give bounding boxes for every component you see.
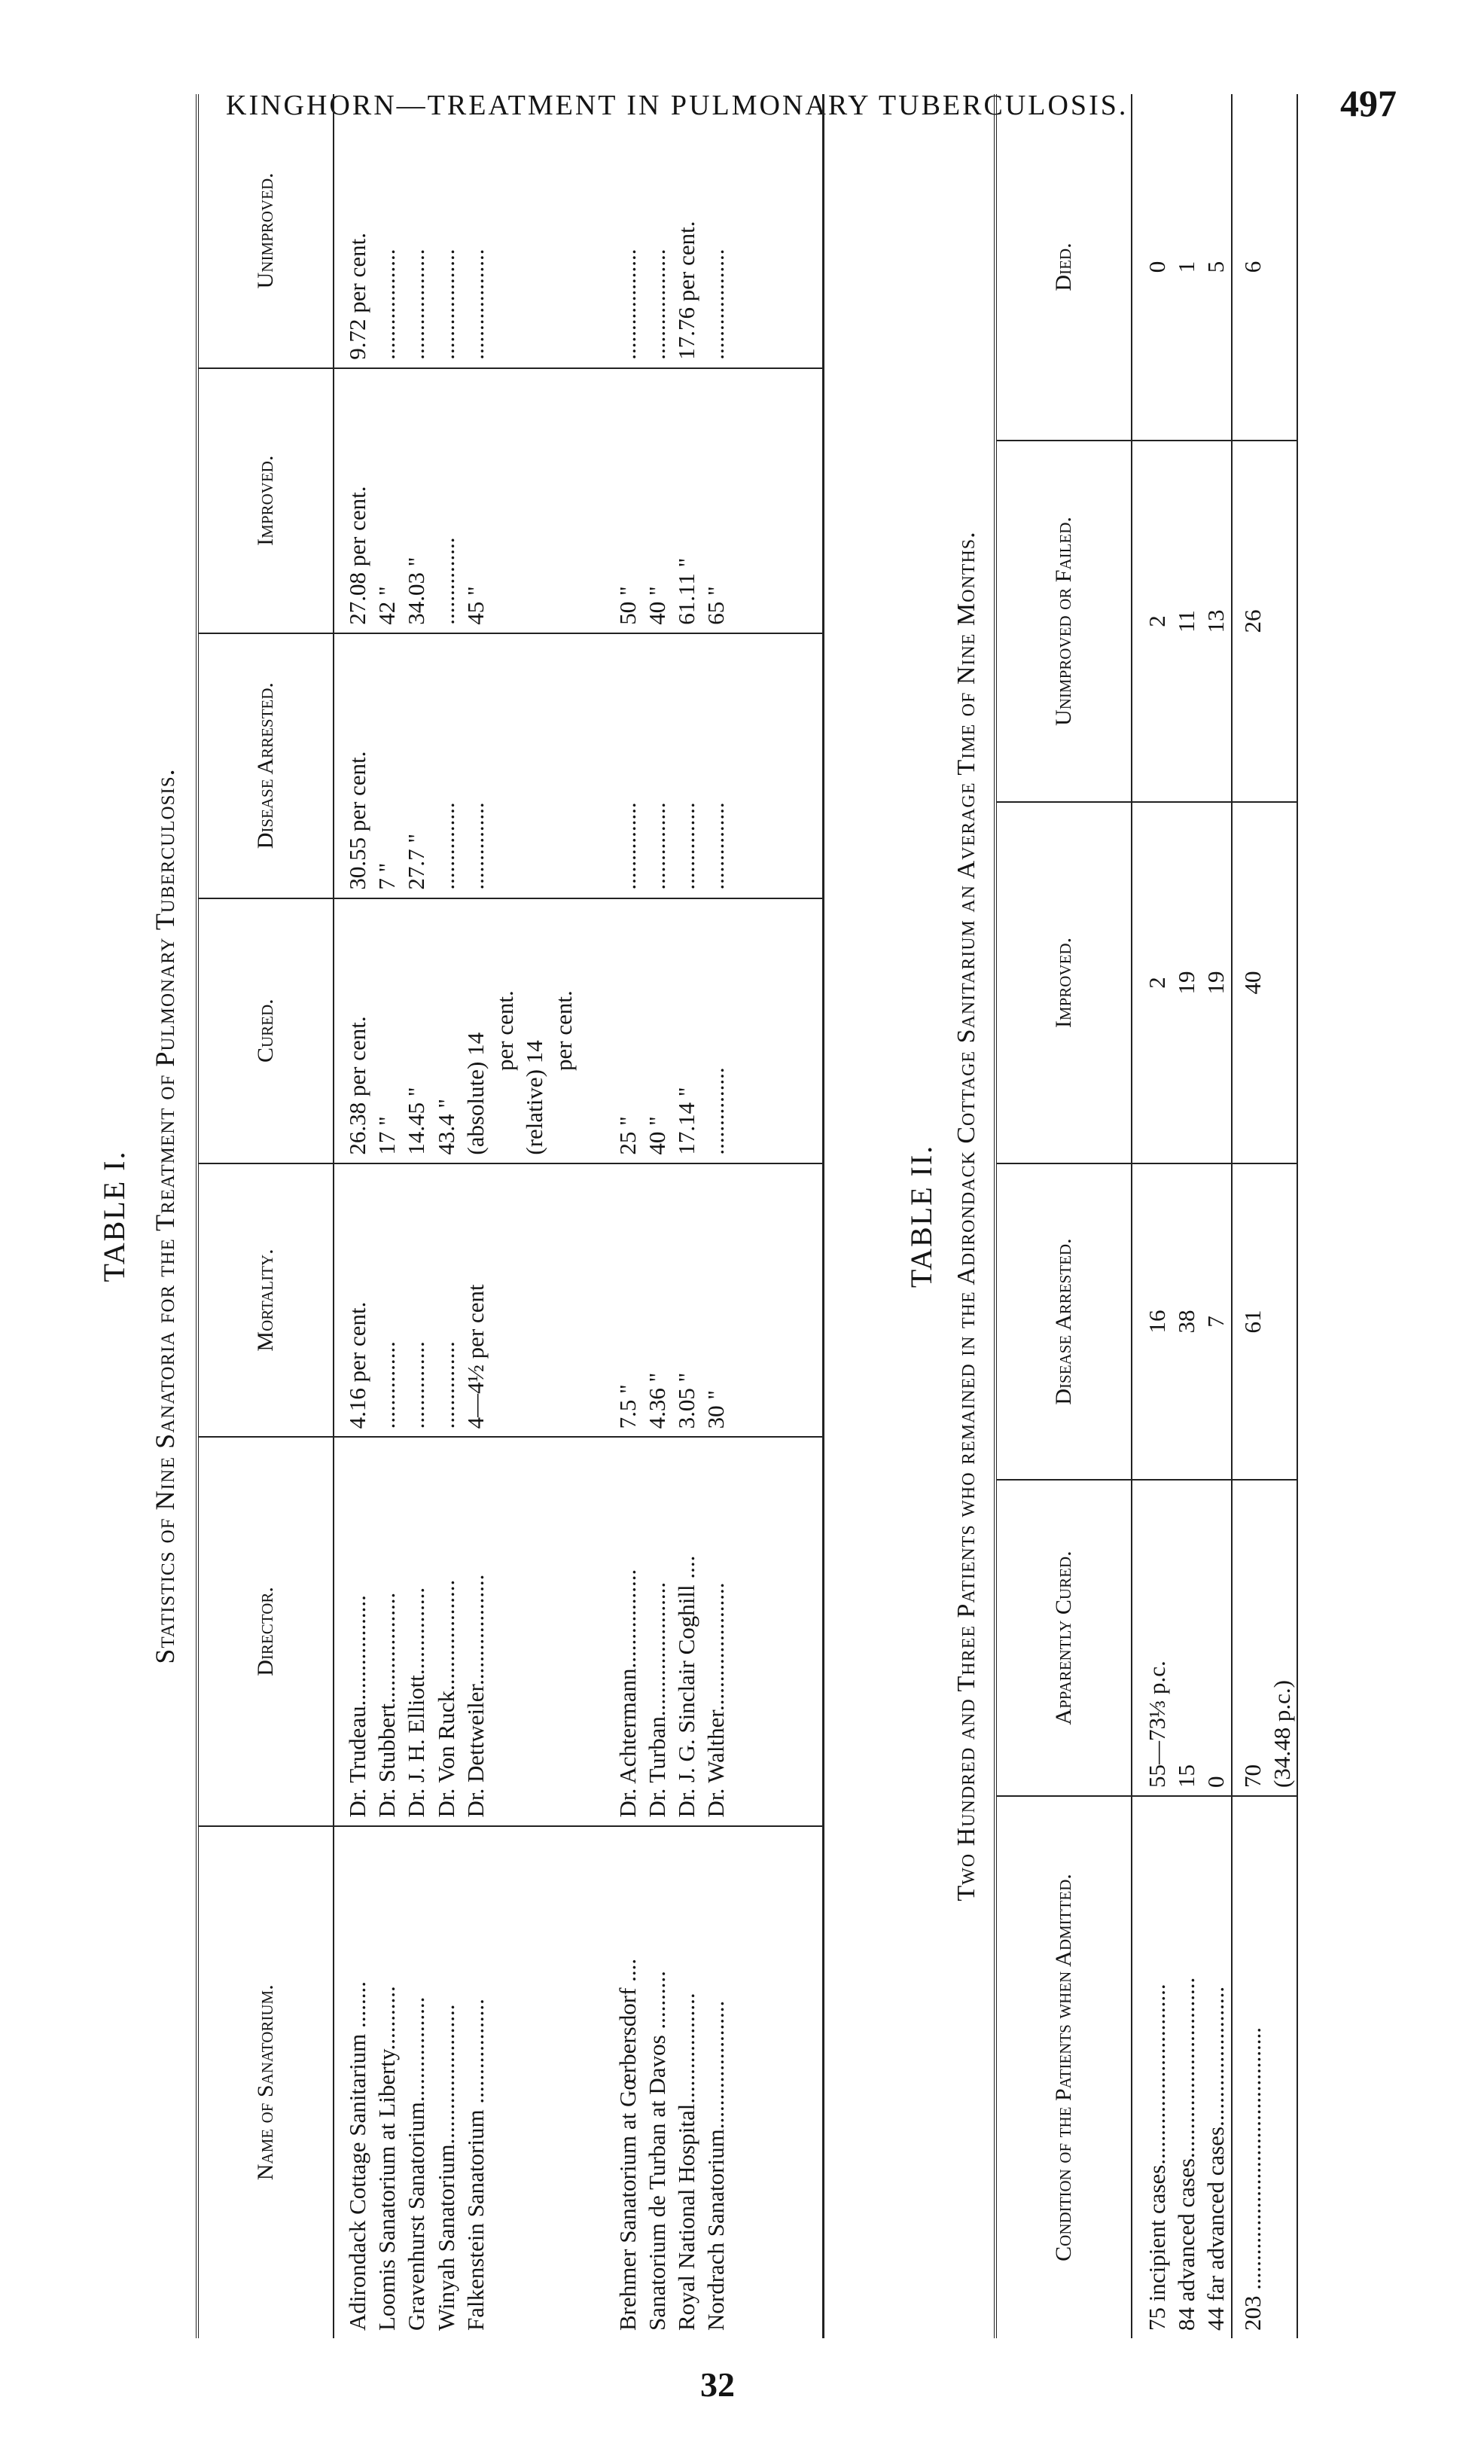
table-cell: 30.55 per cent. bbox=[334, 633, 372, 898]
table-cell bbox=[490, 633, 520, 898]
table-cell: ............... bbox=[431, 368, 461, 633]
table-cell: ............... bbox=[701, 633, 730, 898]
table-cell: 3.05 " bbox=[672, 1163, 701, 1438]
page-number: 497 bbox=[1340, 82, 1397, 124]
table-cell: (34.48 p.c.) bbox=[1267, 1480, 1297, 1796]
table-cell: Dr. Von Ruck................... bbox=[431, 1437, 461, 1825]
table-cell: Loomis Sanatorium at Liberty........... bbox=[373, 1986, 401, 2331]
table-cell: 38 bbox=[1172, 1163, 1201, 1480]
table-row bbox=[334, 94, 372, 2338]
table-cell bbox=[549, 1826, 578, 2338]
table-cell: ................... bbox=[372, 94, 401, 368]
table-cell: 27.08 per cent. bbox=[334, 368, 372, 633]
table1-header: Director. bbox=[197, 1437, 334, 1825]
table1-header: Mortality. bbox=[197, 1163, 334, 1438]
table-cell: 40 " bbox=[642, 898, 672, 1163]
table-cell bbox=[520, 633, 549, 898]
table-row bbox=[372, 94, 401, 2338]
table1 bbox=[196, 94, 824, 2338]
table-row bbox=[579, 94, 642, 2338]
table-cell bbox=[549, 1437, 578, 1825]
table-cell: (relative) 14 bbox=[520, 898, 549, 1163]
table-cell: ................... bbox=[461, 94, 490, 368]
table-cell: 4.36 " bbox=[642, 1163, 672, 1438]
table-cell: ............... bbox=[401, 1163, 431, 1438]
table-cell: Falkenstein Sanatorium .................. bbox=[462, 1999, 489, 2331]
table-cell: Sanatorium de Turban at Davos .......... bbox=[643, 1971, 670, 2331]
table-cell: 4—4½ per cent bbox=[461, 1163, 490, 1438]
table-cell: 55—73⅓ p.c. bbox=[1132, 1480, 1172, 1796]
table-cell: ............... bbox=[431, 1163, 461, 1438]
table-cell: Dr. Stubbert................... bbox=[372, 1437, 401, 1825]
table-cell: 84 advanced cases............................... bbox=[1173, 1977, 1200, 2331]
table-cell: 0 bbox=[1201, 1480, 1231, 1796]
table-cell: ............... bbox=[701, 898, 730, 1163]
table-cell: 40 " bbox=[642, 368, 672, 633]
table-cell: Dr. Achtermann................. bbox=[579, 1437, 642, 1825]
table-cell: ............... bbox=[579, 633, 642, 898]
table-cell: 16 bbox=[1132, 1163, 1172, 1480]
table1-title: Statistics of Nine Sanatoria for the Treatment of Pulmonary Tuberculosis. bbox=[150, 768, 180, 1664]
table2-header: Apparently Cured. bbox=[995, 1480, 1132, 1796]
table2-header: Condition of the Patients when Admitted. bbox=[995, 1796, 1132, 2338]
table-cell: 50 " bbox=[579, 368, 642, 633]
table-row bbox=[1132, 94, 1172, 2338]
table-cell: Royal National Hospital................... bbox=[672, 1993, 699, 2331]
table-cell: ................... bbox=[401, 94, 431, 368]
table-row bbox=[490, 94, 520, 2338]
table2-header: Improved. bbox=[995, 802, 1132, 1163]
table-cell: 26 bbox=[1232, 441, 1267, 802]
table-cell: Dr. Walther...................... bbox=[701, 1437, 730, 1825]
table-cell: per cent. bbox=[490, 898, 520, 1163]
table-row bbox=[549, 94, 578, 2338]
table-cell: 17.14 " bbox=[672, 898, 701, 1163]
table-cell: 61.11 " bbox=[672, 368, 701, 633]
table2-title: Two Hundred and Three Patients who remained in the Adirondack Cottage Sanitarium an Average Time of Nine Months. bbox=[952, 531, 980, 1901]
table1-header: Improved. bbox=[197, 368, 334, 633]
table-cell: Dr. Trudeau................... bbox=[334, 1437, 372, 1825]
table-cell: 9.72 per cent. bbox=[334, 94, 372, 368]
table-cell: ................... bbox=[642, 94, 672, 368]
table-cell: 40 bbox=[1232, 802, 1267, 1163]
table-cell: Nordrach Sanatorium...................... bbox=[702, 2000, 730, 2331]
table-cell bbox=[549, 368, 578, 633]
table-cell: 30 " bbox=[701, 1163, 730, 1438]
table-cell bbox=[549, 633, 578, 898]
table-row bbox=[1267, 94, 1297, 2338]
table2-caption: TABLE II. bbox=[904, 1144, 938, 1288]
table1-header: Unimproved. bbox=[197, 94, 334, 368]
table-cell: ............... bbox=[431, 633, 461, 898]
table-cell: 65 " bbox=[701, 368, 730, 633]
table-cell: 203 ............................................. bbox=[1232, 1796, 1267, 2338]
table-row bbox=[431, 94, 461, 2338]
table-cell: 2 bbox=[1132, 441, 1172, 802]
table-row bbox=[461, 94, 490, 2338]
table-cell: 15 bbox=[1172, 1480, 1201, 1796]
table-cell: Gravenhurst Sanatorium.................. bbox=[403, 1996, 430, 2331]
table-cell: 7.5 " bbox=[579, 1163, 642, 1438]
table-row bbox=[520, 94, 549, 2338]
table-row bbox=[642, 94, 672, 2338]
table-row bbox=[1201, 94, 1231, 2338]
table-cell: Dr. Dettweiler................... bbox=[461, 1437, 490, 1825]
table-cell: 5 bbox=[1201, 94, 1231, 441]
table-row bbox=[701, 94, 730, 2338]
table-cell: Dr. J. H. Elliott............... bbox=[401, 1437, 431, 1825]
table-cell: (absolute) 14 bbox=[461, 898, 490, 1163]
table1-caption: TABLE I. bbox=[97, 1150, 131, 1282]
table-cell: per cent. bbox=[549, 898, 578, 1163]
table-cell: 11 bbox=[1172, 441, 1201, 802]
table-cell: 14.45 " bbox=[401, 898, 431, 1163]
table2-header: Disease Arrested. bbox=[995, 1163, 1132, 1480]
table-cell bbox=[520, 1826, 549, 2338]
table-cell: ............... bbox=[461, 633, 490, 898]
table1-header: Cured. bbox=[197, 898, 334, 1163]
rotated-tables bbox=[90, 94, 1370, 2338]
table-cell bbox=[490, 1826, 520, 2338]
running-header: KINGHORN—TREATMENT IN PULMONARY TUBERCULOSIS. bbox=[226, 90, 1129, 121]
table1-header: Name of Sanatorium. bbox=[197, 1826, 334, 2338]
table-row bbox=[1172, 94, 1201, 2338]
table-cell bbox=[490, 368, 520, 633]
table-cell: 6 bbox=[1232, 94, 1267, 441]
footer-number: 32 bbox=[700, 2365, 735, 2404]
table-cell: ............... bbox=[372, 1163, 401, 1438]
table-cell: ................... bbox=[431, 94, 461, 368]
table2-header-row bbox=[995, 94, 1132, 2338]
table-cell bbox=[520, 94, 549, 368]
table-cell: 0 bbox=[1132, 94, 1172, 441]
table-cell: 1 bbox=[1172, 94, 1201, 441]
table-cell bbox=[520, 1437, 549, 1825]
table-cell: 27.7 " bbox=[401, 633, 431, 898]
table-cell: 25 " bbox=[579, 898, 642, 1163]
table-total-row bbox=[1232, 94, 1267, 2338]
table-cell: 2 bbox=[1132, 802, 1172, 1163]
table2-header: Died. bbox=[995, 94, 1132, 441]
table-row bbox=[672, 94, 701, 2338]
table-cell bbox=[520, 1163, 549, 1438]
table-cell: 19 bbox=[1172, 802, 1201, 1163]
table-cell: Dr. J. G. Sinclair Coghill .... bbox=[672, 1437, 701, 1825]
table-cell: Dr. Turban....................... bbox=[642, 1437, 672, 1825]
table-spacer-row bbox=[730, 94, 824, 2338]
table-cell: 34.03 " bbox=[401, 368, 431, 633]
table-cell: 26.38 per cent. bbox=[334, 898, 372, 1163]
table1-header-row bbox=[197, 94, 334, 2338]
table2 bbox=[994, 94, 1298, 2338]
table-cell bbox=[549, 1163, 578, 1438]
table-cell bbox=[490, 94, 520, 368]
table-cell: 13 bbox=[1201, 441, 1231, 802]
table-cell: 70 bbox=[1232, 1480, 1267, 1796]
table1-header: Disease Arrested. bbox=[197, 633, 334, 898]
table-cell: ............... bbox=[642, 633, 672, 898]
table-cell: 43.4 " bbox=[431, 898, 461, 1163]
table-cell: Winyah Sanatorium........................ bbox=[432, 2004, 459, 2331]
table-cell: 61 bbox=[1232, 1163, 1267, 1480]
table-row bbox=[401, 94, 431, 2338]
table2-header: Unimproved or Failed. bbox=[995, 441, 1132, 802]
table-cell: 44 far advanced cases........................ bbox=[1202, 1986, 1230, 2331]
table-cell: ............... bbox=[672, 633, 701, 898]
table-cell: 4.16 per cent. bbox=[334, 1163, 372, 1438]
table-cell bbox=[490, 1163, 520, 1438]
table-cell: 75 incipient cases............................... bbox=[1144, 1984, 1170, 2331]
table-cell: Adirondack Cottage Sanitarium ........ bbox=[344, 1981, 370, 2331]
table-cell: 7 bbox=[1201, 1163, 1231, 1480]
table-cell: ................... bbox=[579, 94, 642, 368]
table-cell: 7 " bbox=[372, 633, 401, 898]
table-cell: 42 " bbox=[372, 368, 401, 633]
table-cell: 45 " bbox=[461, 368, 490, 633]
table-cell: 19 bbox=[1201, 802, 1231, 1163]
table-cell bbox=[490, 1437, 520, 1825]
table-cell: Brehmer Sanatorium at Gœrbersdorf .... bbox=[614, 1958, 641, 2331]
table-cell: 17 " bbox=[372, 898, 401, 1163]
table-cell bbox=[520, 368, 549, 633]
table-cell bbox=[549, 94, 578, 368]
table-cell: 17.76 per cent. bbox=[672, 94, 701, 368]
table-cell: ................... bbox=[701, 94, 730, 368]
